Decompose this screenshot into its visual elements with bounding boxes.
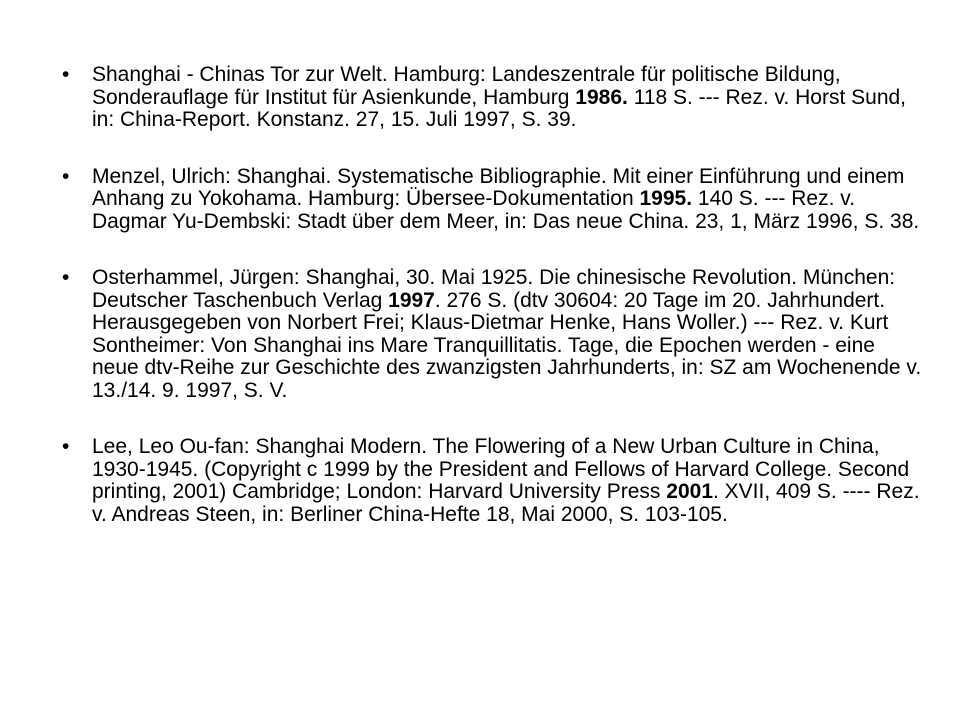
- entry-text: . XVII, 409 S. ---- Rez. v. Andreas Steen, in: Berliner China-Hefte 18, Mai 2000, S. 103-105.: [92, 480, 920, 526]
- bibliography-entry-lee: [62, 436, 924, 526]
- bibliography-entry-shanghai-tor: [62, 64, 924, 132]
- entry-year: 1986.: [575, 85, 628, 109]
- entry-text: Osterhammel, Jürgen: Shanghai, 30. Mai 1925. Die chinesische Revolution. München: Deutscher Taschenbuch Verlag: [92, 266, 896, 312]
- bibliography-entry-osterhammel: [62, 267, 924, 402]
- entry-year: 1997: [388, 288, 435, 312]
- bibliography-list: [62, 64, 924, 560]
- entry-text: Menzel, Ulrich: Shanghai. Systematische Bibliographie. Mit einer Einführung und einem Anhang zu Yokohama. Hamburg: Übersee-Dokumentation: [92, 164, 905, 210]
- bibliography-entry-menzel: [62, 166, 924, 234]
- entry-year: 1995.: [639, 187, 693, 210]
- entry-text: Shanghai - Chinas Tor zur Welt. Hamburg: Landeszentrale für politische Bildung, Sonderauflage für Institut für Asienkunde, Hamburg: [92, 63, 841, 109]
- entry-year: 2001: [666, 480, 713, 503]
- entry-text: Lee, Leo Ou-fan: Shanghai Modern. The Flowering of a New Urban Culture in China, 1930-1945. (Copyright c 1999 by the President and Fellows of Harvard College. Second printing, 2001) Cambridge; London: Harvard University Press: [92, 435, 910, 503]
- entry-text: . 276 S. (dtv 30604: 20 Tage im 20. Jahrhundert. Herausgegeben von Norbert Frei; Klaus-Dietmar Henke, Hans Woller.) --- Rez. v. Kurt Sontheimer: Von Shanghai ins Mare Tranquillitatis. Tage, die Epochen werden - eine neue dtv-Reihe zur Geschichte des zwanzigsten Jahrhunderts, in: SZ am Wochenende v. 13./14. 9. 1997, S. V.: [92, 288, 922, 402]
- entry-text: 140 S. --- Rez. v. Dagmar Yu-Dembski: Stadt über dem Meer, in: Das neue China. 23, 1, März 1996, S. 38.: [92, 187, 920, 233]
- entry-text: 118 S. --- Rez. v. Horst Sund, in: China-Report. Konstanz. 27, 15. Juli 1997, S. 39.: [92, 85, 907, 131]
